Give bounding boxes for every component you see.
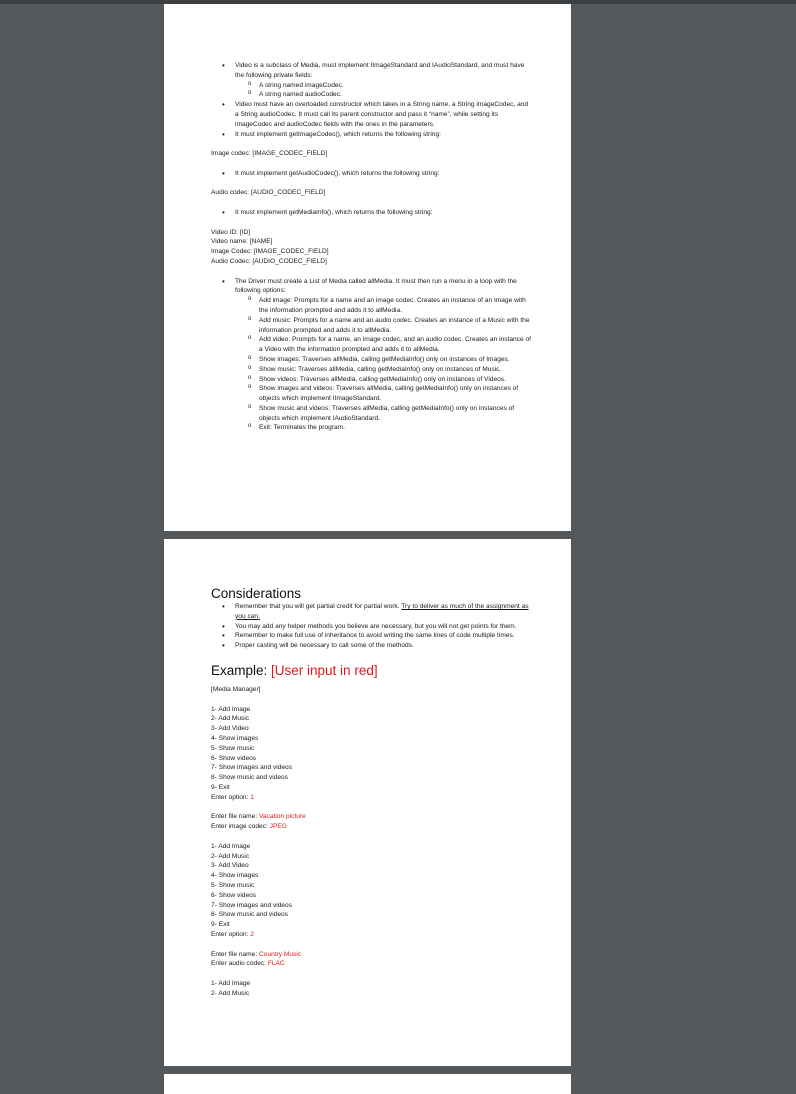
menu-line: 4- Show images [211, 734, 259, 742]
user-input: 1 [250, 793, 254, 801]
option-add-video [211, 335, 531, 355]
option-show-videos [211, 375, 531, 385]
example-heading [211, 663, 531, 679]
bullet-text: Show music and videos: Traverses allMedia, calling getMediaInfo() only on instances of objects which implement IAudioStandard. [259, 404, 515, 422]
menu-line: 3- Add Video [211, 862, 249, 870]
page1-content [211, 61, 531, 433]
video-bullet-list [211, 61, 531, 139]
prompt-text: Enter option: [211, 793, 251, 801]
prompt-text: Enter audio codec: [211, 960, 268, 968]
bullet-text: Show images: Traverses allMedia, calling getMediaInfo() only on instances of Images. [259, 355, 510, 363]
menu-line: 1- Add Image [211, 842, 251, 850]
option-prompt-line [211, 793, 531, 803]
page2-content [211, 586, 531, 998]
document-page-1 [164, 4, 571, 531]
menu-line: 2- Add Music [211, 989, 250, 997]
user-input: 2 [250, 930, 254, 938]
menu-line: 2- Add Music [211, 715, 250, 723]
user-input: FLAC [267, 960, 285, 968]
bullet-text: The Driver must create a List of Media called allMedia. It must then run a menu in a loop with the following options: [235, 277, 517, 295]
bullet-text: You may add any helper methods you believe are necessary, but you will not get points for them. [235, 622, 517, 630]
menu-line: 5- Show music [211, 881, 255, 889]
option-add-music [211, 316, 531, 336]
user-input: JPEG [269, 823, 287, 831]
video-constructor-bullet [211, 100, 531, 129]
prompt-text: Enter file name: [211, 813, 260, 821]
bullet-text: Add image: Prompts for a name and an image codec. Creates an instance of an Image with the information prompted and adds it to allMedia. [259, 297, 526, 314]
menu-line: 3- Add Video [211, 725, 249, 733]
output-line: Image Codec: [IMAGE_CODEC_FIELD] [211, 248, 329, 256]
bullet-text: Remember that you will get partial credit for partial work. [235, 603, 402, 610]
underlined-text: Try to deliver as much of the assignment as you can. [235, 603, 529, 620]
output-line: Video ID: [ID] [211, 228, 251, 236]
document-page-2 [164, 539, 571, 1066]
file-prompt-line [211, 812, 531, 822]
get-media-info-bullet [211, 208, 531, 218]
bullet-text: Show images and videos: Traverses allMedia, calling getMediaInfo() only on instances of objects which implement IImageStandard. [259, 385, 519, 403]
example-note: [User input in red] [271, 662, 378, 678]
bullet-text: Show videos: Traverses allMedia, calling getMediaInfo() only on instances of Videos. [259, 375, 506, 383]
menu-line: 5- Show music [211, 744, 255, 752]
audio-codec-prompt-line [211, 959, 531, 969]
option-show-images-and-videos [211, 384, 531, 404]
bullet-text: A string named imageCodec. [259, 81, 344, 89]
field-audio-codec [211, 90, 531, 100]
driver-bullet-list [211, 277, 531, 434]
consideration-item [211, 602, 531, 622]
console-header: [Media Manager] [211, 685, 261, 693]
menu-line: 6- Show videos [211, 891, 257, 899]
option-add-image [211, 296, 531, 316]
option-show-music [211, 365, 531, 375]
bullet-text: It must implement getMediaInfo(), which returns the following string: [235, 208, 433, 216]
media-info-output [211, 228, 531, 267]
driver-bullet [211, 277, 531, 297]
option-show-images [211, 355, 531, 365]
document-page-3 [164, 1074, 571, 1094]
menu-line: 7- Show images and videos [211, 764, 293, 772]
menu-block-2 [211, 842, 531, 940]
prompt-text: Enter option: [211, 930, 251, 938]
considerations-list [211, 602, 531, 651]
menu-line: 1- Add Image [211, 979, 251, 987]
menu-line: 2- Add Music [211, 852, 250, 860]
option-exit [211, 423, 531, 433]
get-audio-codec-bullet [211, 169, 531, 179]
bullet-text: It must implement getImageCodec(), which returns the following string: [235, 130, 441, 138]
menu-line: 1- Add Image [211, 705, 251, 713]
example-title: Example: [211, 662, 272, 678]
output-line: Video name: [NAME] [211, 238, 273, 246]
menu-line: 9- Exit [211, 921, 230, 929]
option-prompt-line [211, 930, 531, 940]
image-codec-prompt-line [211, 822, 531, 832]
bullet-text: Show music: Traverses allMedia, calling getMediaInfo() only on instances of Music. [259, 365, 502, 373]
bullet-text: Video must have an overloaded constructor which takes in a String name, a String imageCodec, and a String audioCodec. It must call its parent constructor and pass it “name”, while setting its imageCodec and audioCodec fields with the ones in the parameters. [235, 101, 529, 128]
bullet-text: Video is a subclass of Media, must implement IImageStandard and IAudioStandard, and must have the following private fields: [235, 62, 525, 79]
menu-line: 4- Show images [211, 872, 259, 880]
menu-line: 6- Show videos [211, 754, 257, 762]
prompt-text: Enter image codec: [211, 823, 270, 831]
consideration-item [211, 631, 531, 641]
get-image-codec-bullet [211, 130, 531, 140]
user-input: Vacation picture [259, 813, 306, 821]
menu-line: 9- Exit [211, 783, 230, 791]
output-line: Audio Codec: [AUDIO_CODEC_FIELD] [211, 257, 327, 265]
menu-line: 8- Show music and videos [211, 911, 288, 919]
file-prompt-line [211, 950, 531, 960]
consideration-item [211, 641, 531, 651]
bullet-text: Remember to make full use of inheritance to avoid writing the same lines of code multiple times. [235, 632, 515, 640]
user-input: Country Music [259, 950, 302, 958]
bullet-text: A string named audioCodec. [259, 91, 342, 99]
bullet-text: It must implement getAudioCodec(), which returns the following string: [235, 169, 440, 177]
bullet-text: Exit: Terminates the program. [259, 424, 345, 432]
menu-block-1 [211, 705, 531, 803]
prompt-text: Enter file name: [211, 950, 260, 958]
image-codec-output-line: Image codec: [IMAGE_CODEC_FIELD] [211, 150, 328, 158]
consideration-item [211, 622, 531, 632]
bullet-text: Add music: Prompts for a name and an audio codec. Creates an instance of a Music with the information prompted and adds it to allMedia. [259, 316, 530, 334]
option-show-music-and-videos [211, 404, 531, 424]
field-image-codec [211, 81, 531, 91]
menu-line: 7- Show images and videos [211, 901, 293, 909]
audio-codec-output-line: Audio codec: [AUDIO_CODEC_FIELD] [211, 189, 326, 197]
menu-line: 8- Show music and videos [211, 774, 288, 782]
bullet-text: Add video: Prompts for a name, an image codec, and an audio codec. Creates an instance of a Video with the information prompted and adds it to allMedia. [259, 336, 531, 354]
bullet-text: Proper casting will be necessary to call some of the methods. [235, 642, 414, 650]
video-subclass-bullet [211, 61, 531, 81]
considerations-heading: Considerations [211, 586, 302, 601]
menu-block-3 [211, 979, 531, 999]
